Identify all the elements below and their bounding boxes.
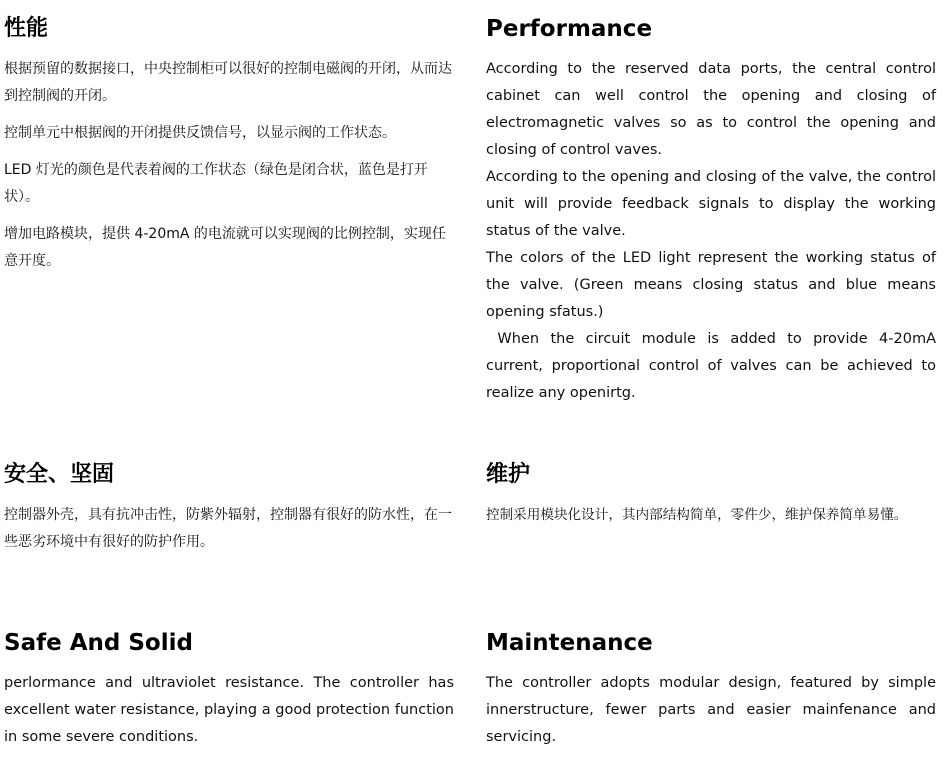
performance-zh-paragraph-1: 根据预留的数据接口，中央控制柜可以很好的控制电磁阀的开闭，从而达到控制阀的开闭。: [4, 61, 452, 104]
performance-zh-paragraph-3: LED 灯光的颜色是代表着阀的工作状态（绿色是闭合状，蓝色是打开状）。: [4, 162, 428, 205]
performance-en-paragraph-4: When the circuit module is added to provide 4-20mA current, proportional control of valves can be achieved to realize any openirtg.: [486, 331, 941, 401]
maintenance-en-text: The controller adopts modular design, featured by simple innerstructure, fewer parts and easier mainfenance and servicing.: [486, 675, 936, 745]
safety-zh-section: [4, 460, 460, 556]
maintenance-zh-text: 控制采用模块化设计，其内部结构简单，零件少，维护保养简单易懂。: [486, 507, 908, 523]
maintenance-zh-heading: 维护: [486, 462, 531, 487]
performance-en-paragraph-1: According to the reserved data ports, the central control cabinet can well control the opening and closing of electromagnetic valves so as to control the opening and closing of control vaves.: [486, 61, 936, 158]
safety-en-section: [4, 628, 454, 751]
performance-zh-paragraph-2: 控制单元中根据阀的开闭提供反馈信号，以显示阀的工作状态。: [4, 125, 396, 141]
safety-zh-text: 控制器外壳，具有抗冲击性，防紫外辐射，控制器有很好的防水性，在一些恶劣环境中有很好的防护作用。: [4, 507, 452, 550]
performance-en-paragraph-3: The colors of the LED light represent the working status of the valve. (Green means closing status and blue means opening sfatus.): [486, 250, 936, 320]
performance-en-heading: Performance: [486, 16, 653, 42]
maintenance-en-section: [486, 628, 936, 751]
maintenance-en-heading: Maintenance: [486, 630, 653, 656]
safety-en-heading: Safe And Solid: [4, 630, 193, 656]
performance-zh-heading: 性能: [4, 16, 49, 41]
performance-en-paragraph-2: According to the opening and closing of the valve, the control unit will provide feedback signals to display the working status of the valve.: [486, 169, 936, 239]
performance-en-section: [486, 14, 941, 407]
performance-zh-paragraph-4: 增加电路模块，提供 4-20mA 的电流就可以实现阀的比例控制，实现任意开度。: [4, 226, 446, 269]
performance-zh-section: [4, 14, 456, 275]
maintenance-zh-section: [486, 460, 938, 529]
safety-en-text: perlormance and ultraviolet resistance. The controller has excellent water resistance, playing a good protection function in some severe conditions.: [4, 675, 454, 745]
safety-zh-heading: 安全、坚固: [4, 462, 115, 487]
